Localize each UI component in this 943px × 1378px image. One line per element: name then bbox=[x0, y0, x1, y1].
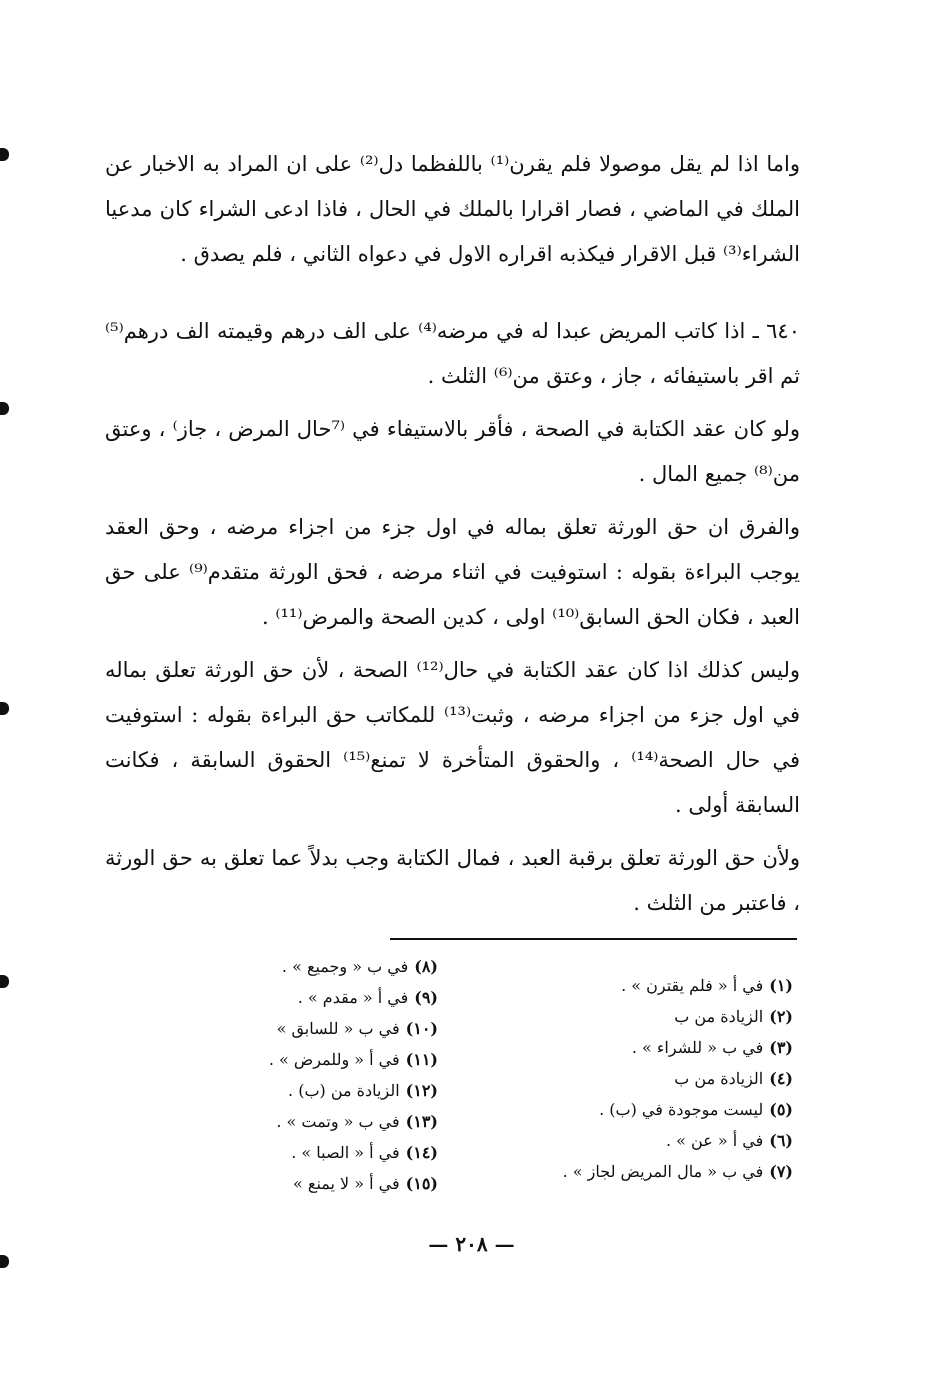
footnote: (١)في أ « فلم يقترن » . bbox=[621, 976, 793, 995]
footnote: (٤)الزيادة من ب bbox=[674, 1069, 793, 1088]
footnote: (٦)في أ « عن » . bbox=[666, 1131, 793, 1150]
margin-mark bbox=[0, 975, 9, 988]
footnote: (٩)في أ « مقدم » . bbox=[297, 988, 438, 1007]
footnote: (٨)في ب « وجميع » . bbox=[281, 957, 438, 976]
footnote-divider bbox=[390, 938, 797, 940]
footnote: (٣)في ب « للشراء » . bbox=[631, 1038, 793, 1057]
footnote: (١٠)في ب « للسابق » bbox=[276, 1019, 438, 1038]
footnote: (٢)الزيادة من ب bbox=[674, 1007, 793, 1026]
paragraph-2: ٦٤٠ ـ اذا كاتب المريض عبدا له في مرضه⁽⁴⁾ على الف درهم وقيمته الف درهم⁽⁵⁾ ثم اقر باستيفائه ، جاز ، وعتق من⁽⁶⁾ الثلث . bbox=[105, 319, 800, 388]
paragraph-3: ولو كان عقد الكتابة في الصحة ، فأقر بالاستيفاء في ⁽⁷حال المرض ، جاز⁾ ، وعتق من⁽⁸⁾ جميع المال . bbox=[105, 417, 801, 486]
footnote: (١١)في أ « وللمرض » . bbox=[268, 1050, 438, 1069]
footnotes-left-column bbox=[188, 951, 438, 1199]
main-text bbox=[105, 142, 800, 926]
paragraph-6: ولأن حق الورثة تعلق برقبة العبد ، فمال الكتابة وجب بدلاً عما تعلق به حق الورثة ، فاعتبر من الثلث . bbox=[105, 846, 800, 915]
margin-mark bbox=[0, 148, 9, 161]
footnotes-right-column bbox=[553, 970, 793, 1187]
footnote: (١٢)الزيادة من (ب) . bbox=[288, 1081, 438, 1100]
paragraph-5: وليس كذلك اذا كان عقد الكتابة في حال⁽¹²⁾ الصحة ، لأن حق الورثة تعلق بماله في اول جزء من اجزاء مرضه ، وثبت⁽¹³⁾ للمكاتب حق البراءة بقوله : استوفيت في حال الصحة⁽¹⁴⁾ ، والحقوق المتأخرة لا تمنع⁽¹⁵⁾ الحقوق السابقة ، فكانت السابقة أولى . bbox=[105, 658, 801, 817]
page-number: — ٢٠٨ — bbox=[428, 1232, 515, 1256]
footnote: (١٣)في ب « وتمت » . bbox=[276, 1112, 438, 1131]
footnote: (٧)في ب « مال المريض لجاز » . bbox=[562, 1162, 793, 1181]
footnote: (٥)ليست موجودة في (ب) . bbox=[599, 1100, 793, 1119]
margin-mark bbox=[0, 402, 9, 415]
footnote: (١٥)في أ « لا يمنع » bbox=[293, 1174, 438, 1193]
margin-mark bbox=[0, 1255, 9, 1268]
paragraph-4: والفرق ان حق الورثة تعلق بماله في اول جزء من اجزاء مرضه ، وحق العقد يوجب البراءة بقوله : استوفيت في اثناء مرضه ، فحق الورثة متقدم⁽⁹⁾ على حق العبد ، فكان الحق السابق⁽¹⁰⁾ اولى ، كدين الصحة والمرض⁽¹¹⁾ . bbox=[105, 515, 800, 629]
margin-mark bbox=[0, 702, 9, 715]
paragraph-1: واما اذا لم يقل موصولا فلم يقرن⁽¹⁾ باللفظما دل⁽²⁾ على ان المراد به الاخبار عن الملك في الماضي ، فصار اقرارا بالملك في الحال ، فاذا ادعى الشراء كان مدعيا الشراء⁽³⁾ قبل الاقرار فيكذبه اقراره الاول في دعواه الثاني ، فلم يصدق . bbox=[105, 152, 801, 266]
footnote: (١٤)في أ « الصبا » . bbox=[291, 1143, 438, 1162]
